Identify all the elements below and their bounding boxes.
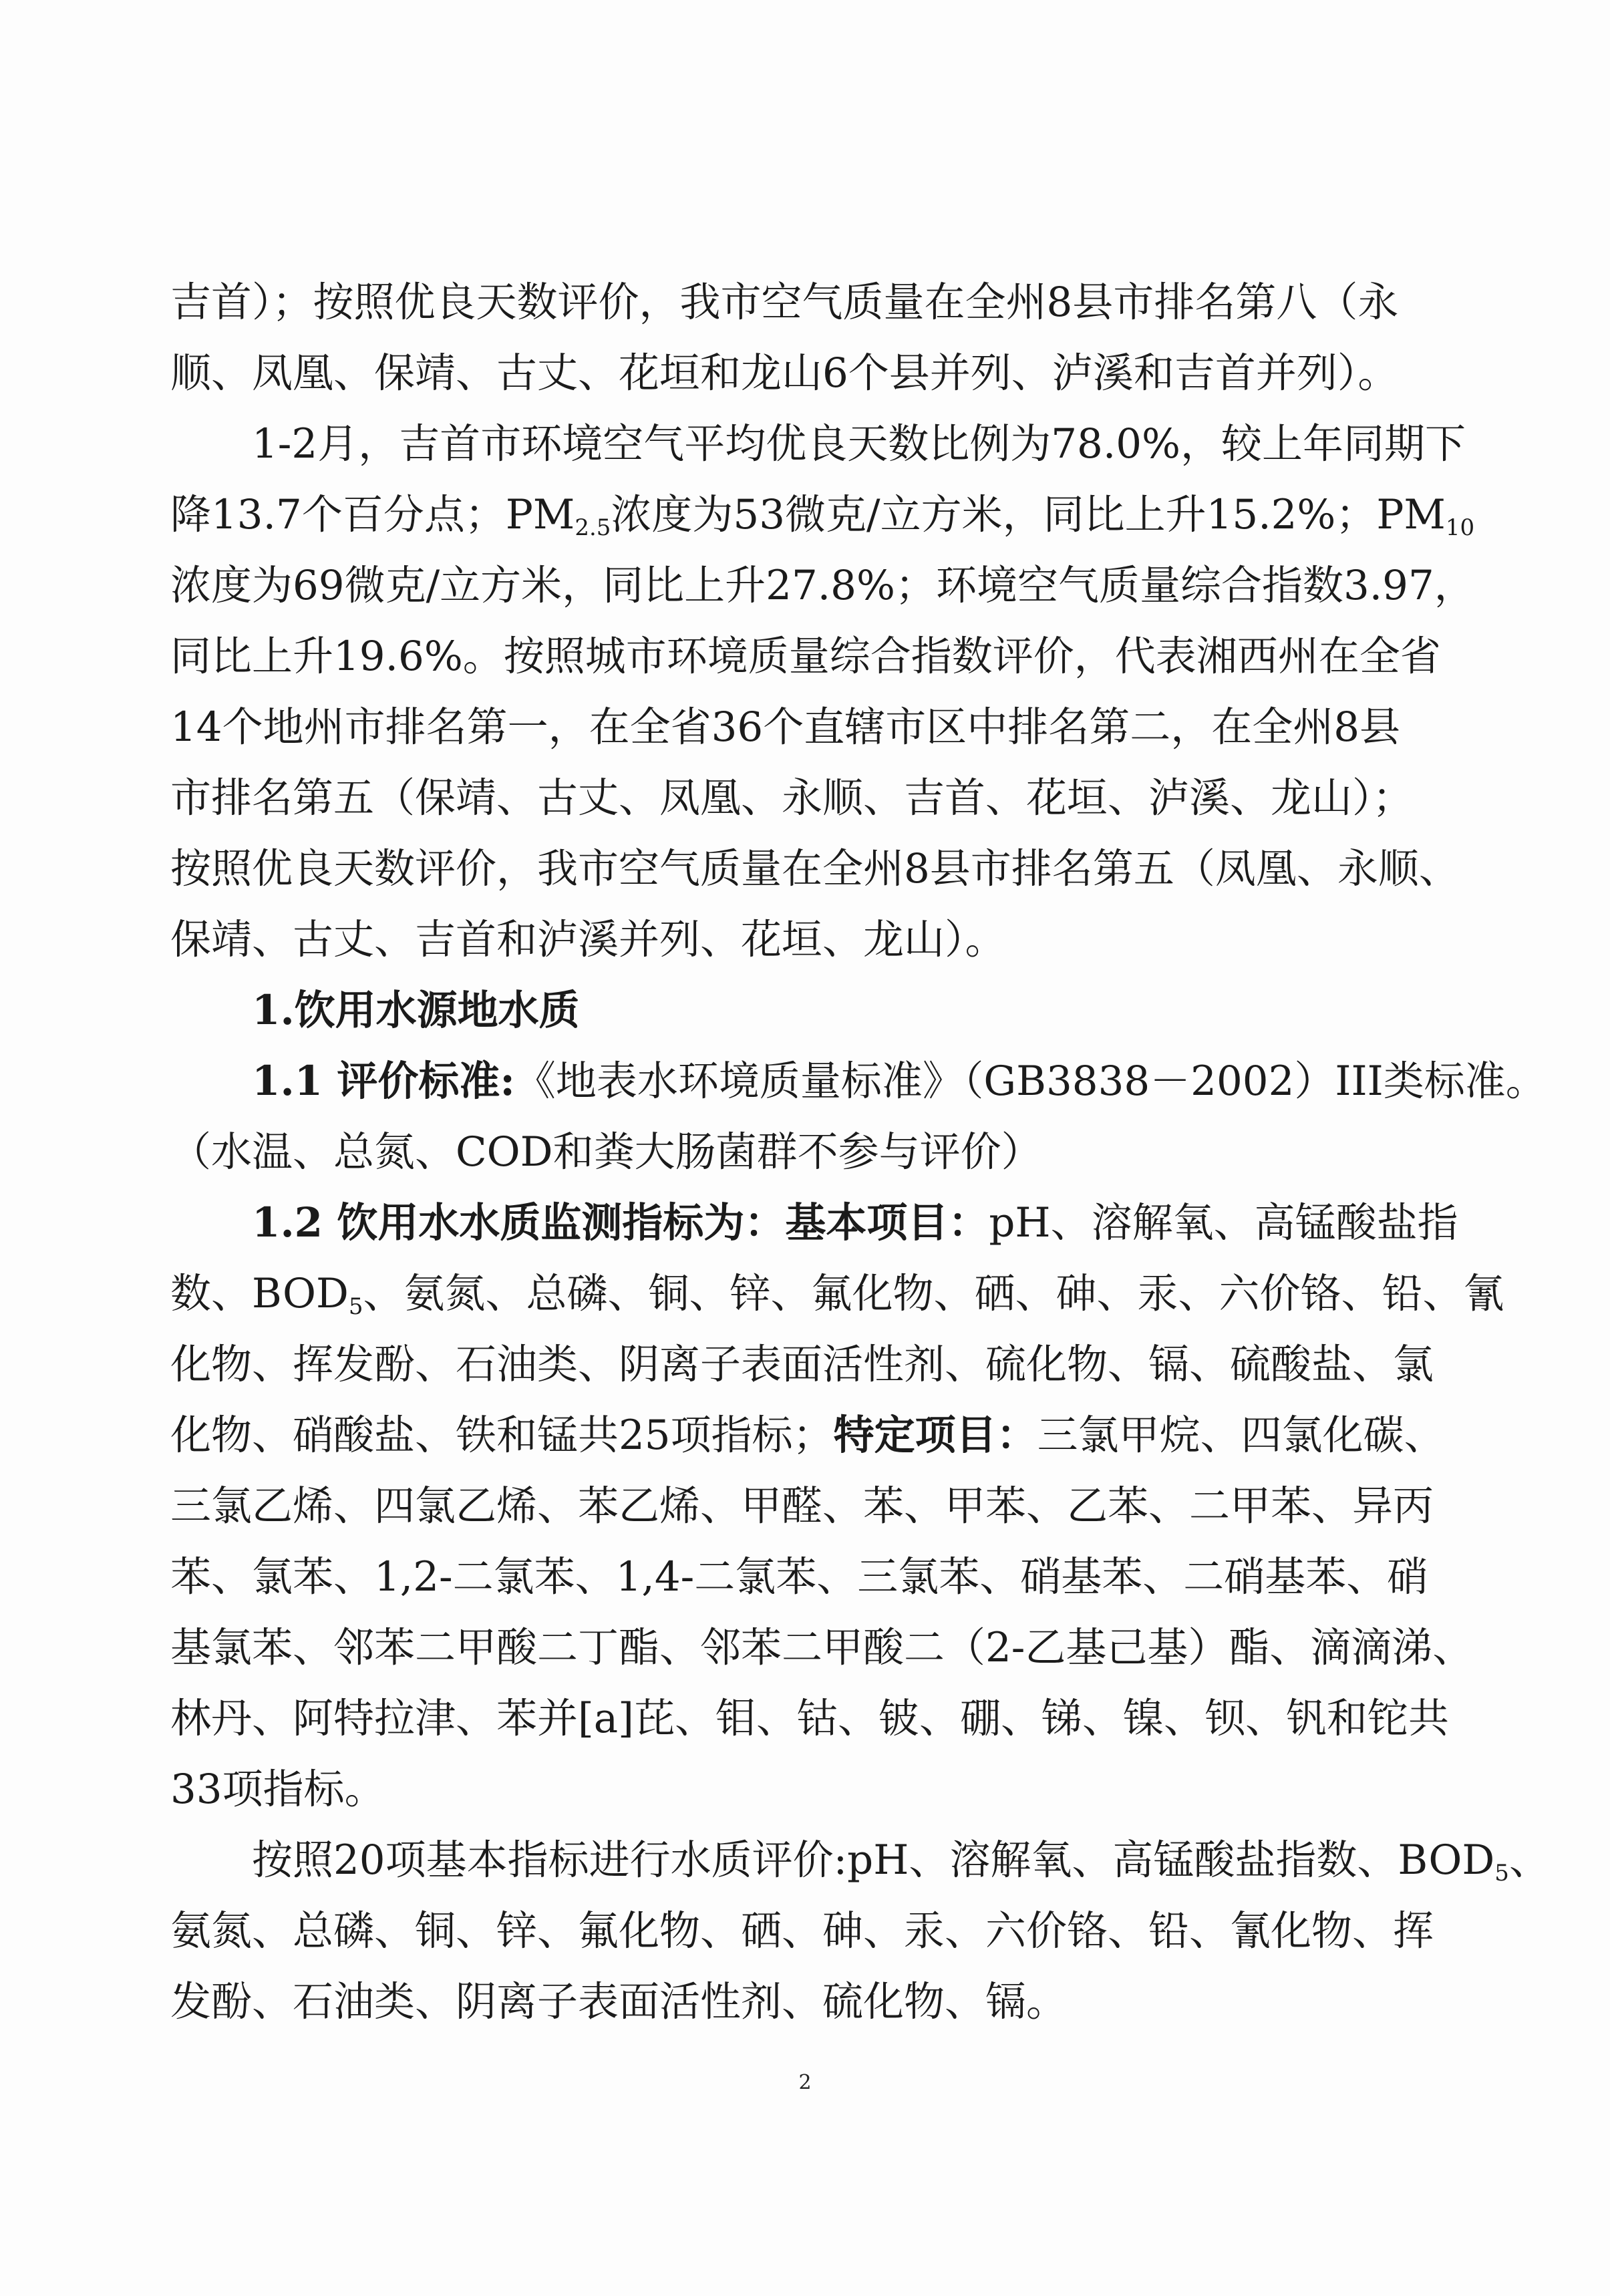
paragraph-line: 林丹、阿特拉津、苯并[a]芘、钼、钴、铍、硼、锑、镍、钡、钒和铊共 bbox=[170, 1695, 1449, 1742]
text-run: pH、溶解氧、高锰酸盐指 bbox=[989, 1199, 1458, 1247]
paragraph-line: 基氯苯、邻苯二甲酸二丁酯、邻苯二甲酸二（2-乙基己基）酯、滴滴涕、 bbox=[170, 1624, 1474, 1671]
paragraph-line: 1-2月，吉首市环境空气平均优良天数比例为78.0%，较上年同期下 bbox=[252, 420, 1466, 468]
paragraph-line bbox=[170, 1825, 1550, 1896]
paragraph-line: 苯、氯苯、1,2-二氯苯、1,4-二氯苯、三氯苯、硝基苯、二硝基苯、硝 bbox=[170, 1553, 1428, 1601]
paragraph-line: 保靖、古丈、吉首和泸溪并列、花垣、龙山）。 bbox=[170, 916, 1006, 963]
paragraph-line: 三氯乙烯、四氯乙烯、苯乙烯、甲醛、苯、甲苯、乙苯、二甲苯、异丙 bbox=[170, 1482, 1434, 1530]
paragraph-line: 化物、挥发酚、石油类、阴离子表面活性剂、硫化物、镉、硫酸盐、氯 bbox=[170, 1341, 1434, 1388]
paragraph-line: 发酚、石油类、阴离子表面活性剂、硫化物、镉。 bbox=[170, 1978, 1068, 2025]
section-heading: 1.饮用水源地水质 bbox=[252, 987, 580, 1034]
paragraph-line: 顺、凤凰、保靖、古丈、花垣和龙山6个县并列、泸溪和吉首并列）。 bbox=[170, 349, 1399, 397]
text-run: 降13.7个百分点；PM bbox=[170, 491, 575, 538]
document-body bbox=[170, 267, 1550, 2037]
text-run: 化物、硝酸盐、铁和锰共25项指标； bbox=[170, 1412, 834, 1459]
paragraph-line: 氨氮、总磷、铜、锌、氟化物、硒、砷、汞、六价铬、铅、氰化物、挥 bbox=[170, 1907, 1434, 1955]
page-number: 2 bbox=[798, 2071, 812, 2094]
text-run: 数、BOD bbox=[170, 1270, 349, 1317]
subsection-label: 1.1 评价标准: bbox=[252, 1057, 515, 1105]
paragraph-line: 按照优良天数评价，我市空气质量在全州8县市排名第五（凤凰、永顺、 bbox=[170, 845, 1460, 892]
subsection-label: 1.2 饮用水水质监测指标为：基本项目： bbox=[252, 1199, 989, 1247]
paragraph-line: 浓度为69微克/立方米，同比上升27.8%；环境空气质量综合指数3.97， bbox=[170, 562, 1475, 609]
paragraph-line bbox=[170, 1259, 1504, 1329]
paragraph-line: 14个地州市排名第一，在全省36个直辖市区中排名第二，在全州8县 bbox=[170, 703, 1401, 751]
paragraph-line: 吉首）；按照优良天数评价，我市空气质量在全州8县市排名第八（永 bbox=[170, 279, 1399, 326]
paragraph-line bbox=[170, 1046, 1547, 1117]
text-run: 、 bbox=[1508, 1836, 1550, 1884]
paragraph-line: 市排名第五（保靖、古丈、凤凰、永顺、吉首、花垣、泸溪、龙山）； bbox=[170, 774, 1414, 822]
subscript: 10 bbox=[1445, 514, 1475, 541]
subscript: 2.5 bbox=[575, 514, 611, 541]
text-run: 《地表水环境质量标准》（GB3838－2002）III类标准。 bbox=[514, 1057, 1547, 1105]
paragraph-line: 33项指标。 bbox=[170, 1766, 385, 1813]
subsection-label: 特定项目： bbox=[833, 1412, 1037, 1459]
paragraph-line: （水温、总氮、COD和粪大肠菌群不参与评价） bbox=[170, 1128, 1042, 1176]
text-run: 按照20项基本指标进行水质评价:pH、溶解氧、高锰酸盐指数、BOD bbox=[252, 1836, 1495, 1884]
paragraph-line: 同比上升19.6%。按照城市环境质量综合指数评价，代表湘西州在全省 bbox=[170, 633, 1441, 680]
text-run: 浓度为53微克/立方米，同比上升15.2%；PM bbox=[611, 491, 1446, 538]
text-run: 、氨氮、总磷、铜、锌、氟化物、硒、砷、汞、六价铬、铅、氰 bbox=[363, 1270, 1504, 1317]
paragraph-line bbox=[170, 1400, 1445, 1471]
text-run: 三氯甲烷、四氯化碳、 bbox=[1037, 1412, 1445, 1459]
subscript: 5 bbox=[348, 1293, 363, 1320]
paragraph-line bbox=[170, 480, 1475, 550]
subscript: 5 bbox=[1494, 1860, 1509, 1887]
paragraph-line bbox=[170, 1188, 1458, 1259]
